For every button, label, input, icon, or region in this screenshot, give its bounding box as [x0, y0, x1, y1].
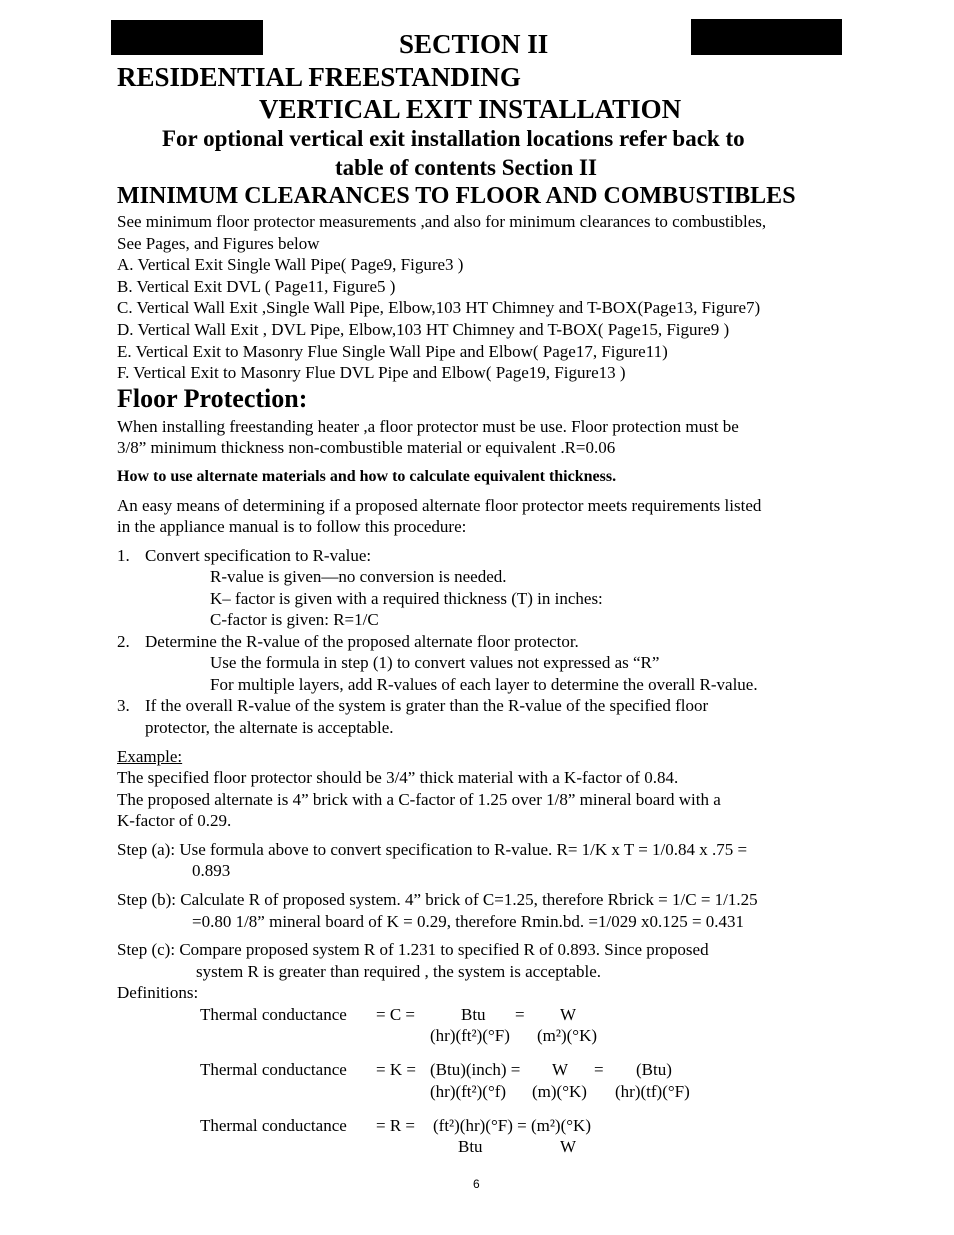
redaction-box-left [111, 20, 263, 55]
step-c-line1: Step (c): Compare proposed system R of 1.231 to specified R of 0.893. Since proposed [117, 940, 709, 959]
step1-sub-c: C-factor is given: R=1/C [210, 610, 379, 629]
subtitle-line1: For optional vertical exit installation locations refer back to [162, 126, 745, 151]
clearance-item-b: B. Vertical Exit DVL ( Page11, Figure5 ) [117, 277, 396, 296]
definition-c-den1: (hr)(ft²)(°F) [430, 1026, 510, 1045]
definition-c-name: Thermal conductance [200, 1005, 347, 1024]
definition-c-num2: W [560, 1005, 577, 1024]
step-a-line2: 0.893 [192, 861, 231, 880]
step1-sub-a: R-value is given—no conversion is needed. [210, 567, 507, 586]
definition-c-num1: Btu [461, 1005, 486, 1024]
clearances-intro-line1: See minimum floor protector measurements ,and also for minimum clearances to combustibles, [117, 212, 767, 231]
example-label: Example: [117, 747, 183, 766]
definition-r-num1: (ft²)(hr)(°F) = (m²)(°K) [433, 1116, 591, 1135]
floor-protection-heading: Floor Protection: [117, 384, 308, 413]
clearance-item-c: C. Vertical Wall Exit ,Single Wall Pipe, Elbow,103 HT Chimney and T-BOX(Page13, Figure7) [117, 298, 761, 317]
subtitle-line2: table of contents Section II [335, 155, 597, 180]
definition-c-eq: = C = [376, 1005, 416, 1024]
floor-paragraph-line2: 3/8” minimum thickness non-combustible material or equivalent .R=0.06 [117, 438, 616, 457]
definition-k-den2: (m)(°K) [532, 1082, 587, 1101]
step2-number: 2. [117, 632, 130, 651]
example-line2: The proposed alternate is 4” brick with a C-factor of 1.25 over 1/8” mineral board with a [117, 790, 721, 809]
clearance-item-a: A. Vertical Exit Single Wall Pipe( Page9, Figure3 ) [117, 255, 464, 274]
step3-number: 3. [117, 696, 130, 715]
clearances-intro-line2: See Pages, and Figures below [117, 234, 320, 253]
floor-paragraph-line1: When installing freestanding heater ,a floor protector must be use. Floor protection must be [117, 417, 739, 436]
step1-text: Convert specification to R-value: [145, 546, 372, 565]
definition-r-den1: Btu [458, 1137, 483, 1156]
step-b-line1: Step (b): Calculate R of proposed system. 4” brick of C=1.25, therefore Rbrick = 1/C = 1/1.25 [117, 890, 758, 909]
step1-number: 1. [117, 546, 130, 565]
definition-c-eq2: = [515, 1005, 525, 1024]
definition-k-num3: (Btu) [636, 1060, 672, 1079]
step-b-line2: =0.80 1/8” mineral board of K = 0.29, therefore Rmin.bd. =1/029 x0.125 = 0.431 [192, 912, 745, 931]
alternate-materials-heading: How to use alternate materials and how to calculate equivalent thickness. [117, 468, 617, 485]
step2-sub-a: Use the formula in step (1) to convert values not expressed as “R” [210, 653, 660, 672]
procedure-intro-line2: in the appliance manual is to follow this procedure: [117, 517, 467, 536]
step-c-line2: system R is greater than required , the system is acceptable. [196, 962, 602, 981]
clearance-item-d: D. Vertical Wall Exit , DVL Pipe, Elbow,103 HT Chimney and T-BOX( Page15, Figure9 ) [117, 320, 730, 339]
example-line1: The specified floor protector should be 3/4” thick material with a K-factor of 0.84. [117, 768, 679, 787]
definition-r-eq: = R = [376, 1116, 416, 1135]
page-title-line2: VERTICAL EXIT INSTALLATION [259, 94, 682, 124]
step-a-line1: Step (a): Use formula above to convert specification to R-value. R= 1/K x T = 1/0.84 x .75 = [117, 840, 748, 859]
example-line3: K-factor of 0.29. [117, 811, 232, 830]
page-number: 6 [473, 1177, 480, 1191]
definition-k-num2: W [552, 1060, 569, 1079]
definition-r-name: Thermal conductance [200, 1116, 347, 1135]
redaction-box-right [691, 19, 842, 55]
page-title-line1: RESIDENTIAL FREESTANDING [117, 62, 521, 92]
definition-c-den2: (m²)(°K) [537, 1026, 598, 1045]
definition-k-eq2: = [594, 1060, 604, 1079]
section-title: SECTION II [399, 29, 549, 59]
definition-k-eq: = K = [376, 1060, 416, 1079]
definition-k-num1: (Btu)(inch) = [430, 1060, 521, 1079]
clearance-item-f: F. Vertical Exit to Masonry Flue DVL Pipe and Elbow( Page19, Figure13 ) [117, 363, 626, 382]
procedure-intro-line1: An easy means of determining if a proposed alternate floor protector meets requirements listed [117, 496, 762, 515]
step2-sub-b: For multiple layers, add R-values of each layer to determine the overall R-value. [210, 675, 758, 694]
step2-text: Determine the R-value of the proposed alternate floor protector. [145, 632, 579, 651]
clearance-item-e: E. Vertical Exit to Masonry Flue Single Wall Pipe and Elbow( Page17, Figure11) [117, 342, 668, 361]
step3-text-line2: protector, the alternate is acceptable. [145, 718, 394, 737]
step3-text-line1: If the overall R-value of the system is grater than the R-value of the specified floor [145, 696, 709, 715]
definition-r-den2: W [560, 1137, 577, 1156]
step1-sub-b: K– factor is given with a required thickness (T) in inches: [210, 589, 603, 608]
definition-k-den3: (hr)(tf)(°F) [615, 1082, 690, 1101]
clearances-heading: MINIMUM CLEARANCES TO FLOOR AND COMBUSTIBLES [117, 183, 796, 209]
definition-k-den1: (hr)(ft²)(°f) [430, 1082, 507, 1101]
definition-k-name: Thermal conductance [200, 1060, 347, 1079]
definitions-label: Definitions: [117, 983, 199, 1002]
